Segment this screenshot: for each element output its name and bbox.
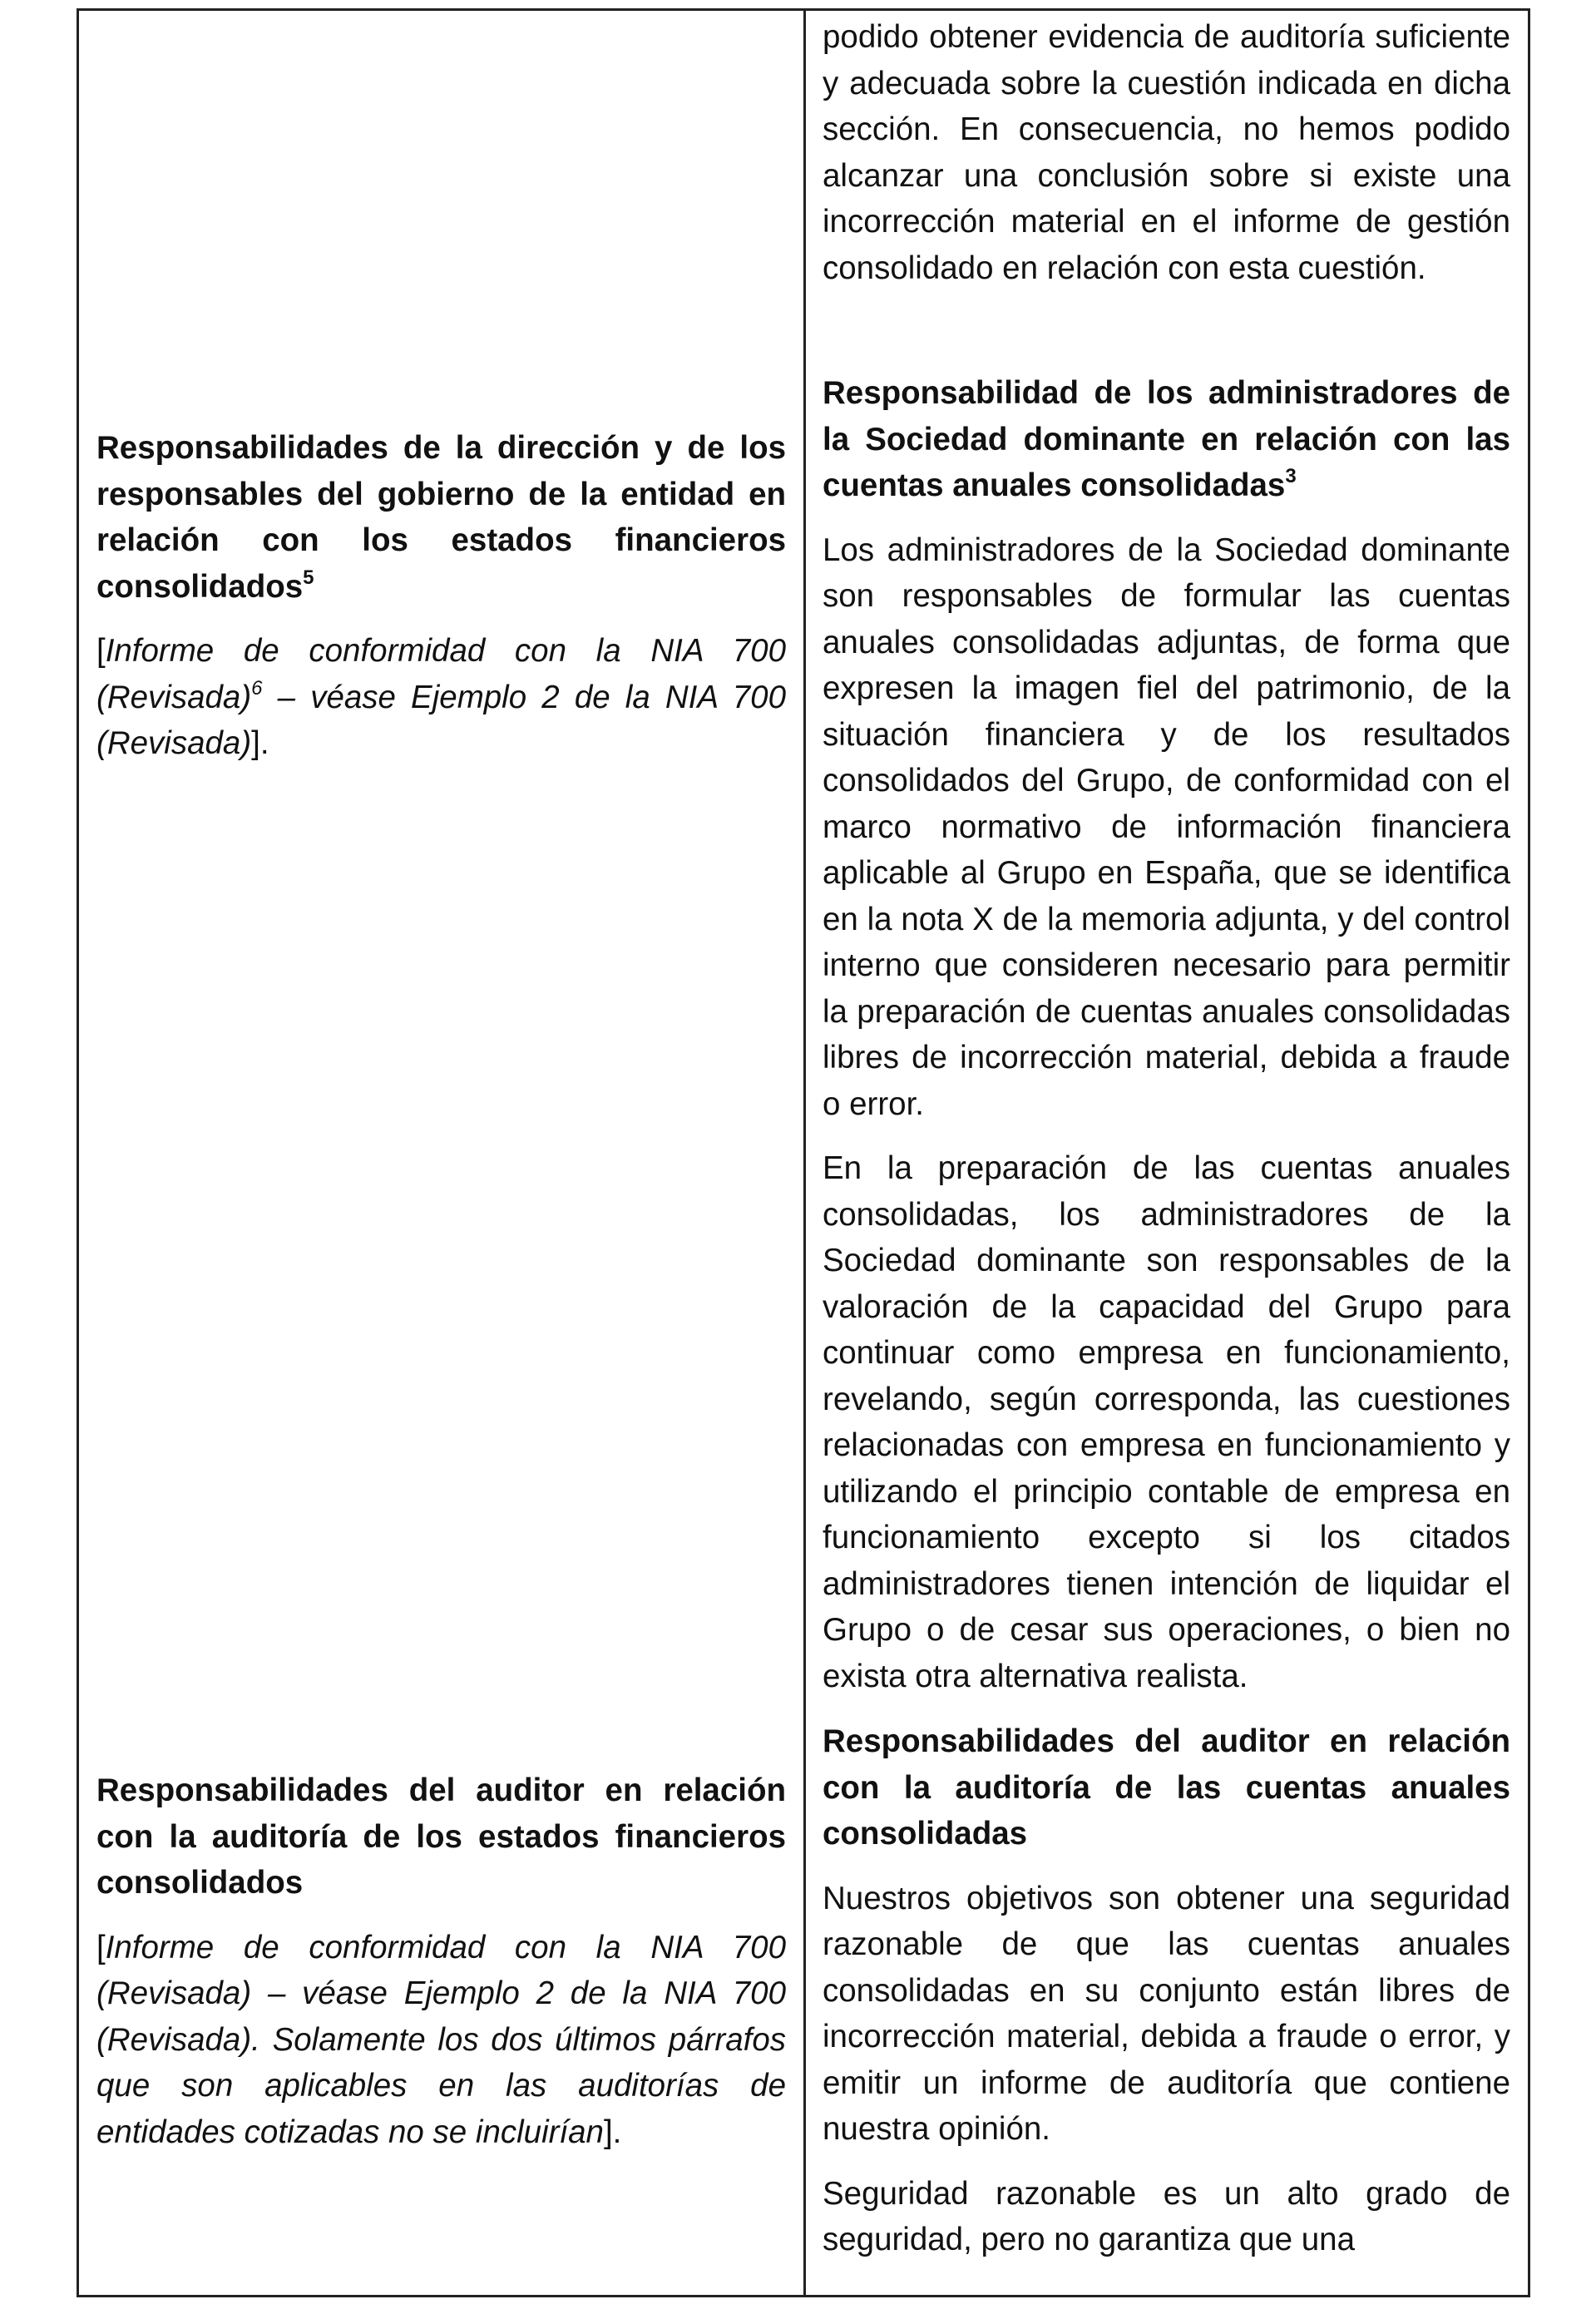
comparison-table (77, 8, 1530, 2297)
footnote-ref: 5 (303, 566, 314, 589)
right-paragraph: Seguridad razonable es un alto grado de seguridad, pero no garantiza que una (823, 2175, 1510, 2257)
right-continuation-paragraph: podido obtener evidencia de auditoría suficiente y adecuada sobre la cuestión indicada en dicha sección. En consecuencia, no hemos podido alcanzar una conclusión sobre si existe una incorrección material en el informe de gestión consolidado en relación con esta cuestión. (823, 19, 1510, 286)
left-heading-management: Responsabilidades de la dirección y de los responsables del gobierno de la entidad en relación con los estados financieros consolidados$^5$ (96, 430, 786, 605)
right-continuation (823, 14, 1510, 309)
right-paragraph: Nuestros objetivos son obtener una seguridad razonable de que las cuentas anuales consolidadas en su conjunto están libres de incorrección material, debida a fraude o error, y emitir un informe de auditoría que contiene nuestra opinión. (823, 1880, 1510, 2147)
left-column (79, 11, 806, 2295)
footnote-ref: 6 (251, 676, 263, 700)
footnote-ref: 3 (1285, 465, 1297, 488)
right-section-auditor (823, 1718, 1510, 2282)
right-heading-administrators: Responsabilidad de los administradores de la Sociedad dominante en relación con las cuentas anuales consolidadas$^3$ (823, 375, 1510, 503)
left-section-management-responsibilities (96, 425, 786, 785)
right-paragraph: En la preparación de las cuentas anuales consolidadas, los administradores de la Sociedad dominante son responsables de la valoración de la capacidad del Grupo para continuar como empresa en funcionamiento, revelando, según corresponda, las cuestiones relacionadas con empresa en funcionamiento y utilizando el principio contable de empresa en funcionamiento excepto si los citados administradores tienen intención de liquidar el Grupo o de cesar sus operaciones, o bien no exista otra alternativa realista. (823, 1150, 1510, 1694)
right-heading-auditor: Responsabilidades del auditor en relación con la auditoría de las cuentas anuales consolidadas (823, 1723, 1510, 1852)
left-note-management: [Informe de conformidad con la NIA 700 (Revisada)$^6$ – véase Ejemplo 2 de la NIA 700 (Revisada)]. (96, 633, 786, 761)
left-note-auditor: [Informe de conformidad con la NIA 700 (Revisada) – véase Ejemplo 2 de la NIA 700 (Revisada). Solamente los dos últimos párrafos que son aplicables en las auditorías de entidades cotizadas no se incluirían]. (96, 1929, 786, 2150)
left-heading-auditor: Responsabilidades del auditor en relación con la auditoría de los estados financieros consolidados (96, 1773, 786, 1901)
right-paragraph: Los administradores de la Sociedad dominante son responsables de formular las cuentas anuales consolidadas adjuntas, de forma que expresen la imagen fiel del patrimonio, de la situación financiera y de los resultados consolidados del Grupo, de conformidad con el marco normativo de información financiera aplicable al Grupo en España, que se identifica en la nota X de la memoria adjunta, y del control interno que consideren necesario para permitir la preparación de cuentas anuales consolidadas libres de incorrección material, debida a fraude o error. (823, 532, 1510, 1122)
right-column (806, 11, 1528, 2295)
right-section-administrators (823, 370, 1510, 1718)
left-section-auditor-responsibilities (96, 1768, 786, 2173)
